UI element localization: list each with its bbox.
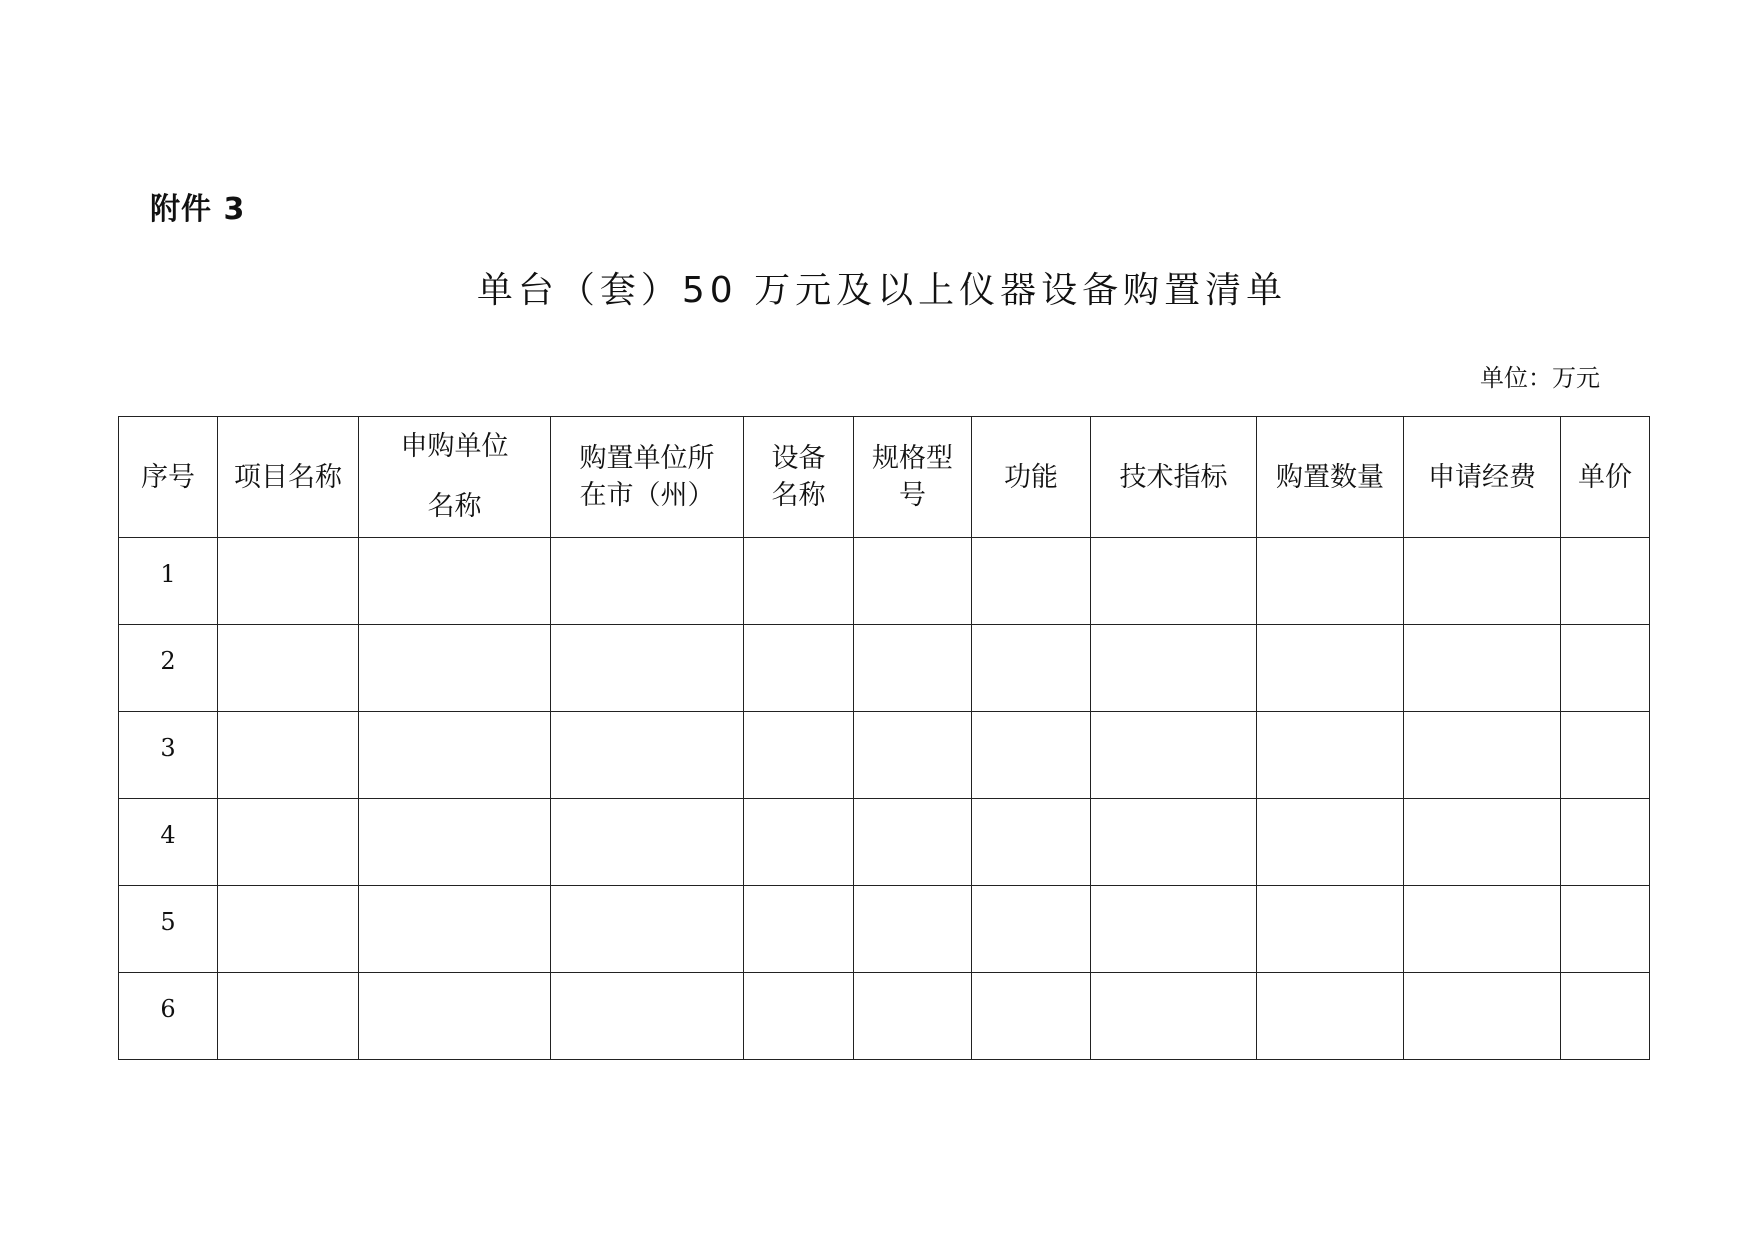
header-cell-quantity	[1257, 417, 1404, 538]
table-cell[interactable]	[1404, 538, 1561, 625]
table-cell[interactable]	[854, 538, 972, 625]
table-cell[interactable]	[359, 712, 551, 799]
header-label: 设备 名称	[771, 443, 826, 511]
table-row	[119, 538, 1650, 625]
header-label: 单价	[1578, 461, 1632, 493]
table-cell[interactable]	[1257, 973, 1404, 1060]
table-cell[interactable]	[218, 799, 359, 886]
table-cell[interactable]	[218, 538, 359, 625]
table-cell[interactable]	[1257, 625, 1404, 712]
table-cell[interactable]	[551, 712, 744, 799]
table-cell[interactable]	[1404, 712, 1561, 799]
table-cell[interactable]	[854, 799, 972, 886]
row-number-cell: 4	[119, 799, 218, 886]
header-label: 序号	[141, 461, 195, 493]
table-cell[interactable]	[551, 973, 744, 1060]
header-cell-unit-location	[551, 417, 744, 538]
header-label: 申请经费	[1428, 461, 1536, 493]
header-cell-model	[854, 417, 972, 538]
table-cell[interactable]	[972, 538, 1091, 625]
table-header-row	[119, 417, 1650, 538]
table-cell[interactable]	[1257, 886, 1404, 973]
table-cell[interactable]	[1257, 538, 1404, 625]
table-cell[interactable]	[359, 886, 551, 973]
header-cell-equipment-name	[744, 417, 854, 538]
purchase-list-table	[118, 416, 1650, 1060]
table-cell[interactable]	[1404, 886, 1561, 973]
table-cell[interactable]	[854, 625, 972, 712]
row-number-cell: 1	[119, 538, 218, 625]
table-cell[interactable]	[359, 973, 551, 1060]
table-cell[interactable]	[1091, 625, 1257, 712]
table-cell[interactable]	[854, 973, 972, 1060]
table-body	[119, 538, 1650, 1060]
table-cell[interactable]	[744, 799, 854, 886]
header-label: 购置单位所 在市（州）	[579, 443, 715, 511]
header-cell-seq	[119, 417, 218, 538]
table-cell[interactable]	[551, 538, 744, 625]
table-cell[interactable]	[1561, 973, 1650, 1060]
table-cell[interactable]	[218, 712, 359, 799]
table-cell[interactable]	[744, 625, 854, 712]
table-row	[119, 973, 1650, 1060]
table-cell[interactable]	[551, 799, 744, 886]
table-cell[interactable]	[1257, 712, 1404, 799]
header-label: 功能	[1004, 461, 1058, 493]
table-cell[interactable]	[1091, 538, 1257, 625]
header-label: 规格型 号	[872, 443, 953, 511]
table-cell[interactable]	[972, 799, 1091, 886]
table-cell[interactable]	[218, 973, 359, 1060]
table-cell[interactable]	[744, 712, 854, 799]
table-cell[interactable]	[972, 712, 1091, 799]
table-row	[119, 886, 1650, 973]
table-cell[interactable]	[744, 973, 854, 1060]
row-number-cell: 2	[119, 625, 218, 712]
table-cell[interactable]	[1561, 799, 1650, 886]
table-cell[interactable]	[1091, 799, 1257, 886]
header-label: 技术指标	[1119, 461, 1228, 493]
header-cell-function	[972, 417, 1091, 538]
header-cell-unit-price	[1561, 417, 1650, 538]
table-cell[interactable]	[1257, 799, 1404, 886]
table-cell[interactable]	[744, 538, 854, 625]
header-cell-requested-funds	[1404, 417, 1561, 538]
row-number-cell: 6	[119, 973, 218, 1060]
table-cell[interactable]	[359, 799, 551, 886]
table-cell[interactable]	[218, 625, 359, 712]
table-cell[interactable]	[1404, 799, 1561, 886]
table-cell[interactable]	[551, 886, 744, 973]
row-number-cell: 5	[119, 886, 218, 973]
table-cell[interactable]	[1561, 538, 1650, 625]
header-cell-project-name	[218, 417, 359, 538]
header-label: 申购单位 名称	[400, 431, 509, 522]
table-cell[interactable]	[1561, 625, 1650, 712]
header-label: 购置数量	[1276, 461, 1384, 493]
table-cell[interactable]	[1404, 973, 1561, 1060]
table-row	[119, 799, 1650, 886]
header-cell-tech-specs	[1091, 417, 1257, 538]
page-title: 单台（套）50 万元及以上仪器设备购置清单	[476, 270, 1288, 311]
table-cell[interactable]	[1561, 712, 1650, 799]
table-cell[interactable]	[1561, 886, 1650, 973]
table-cell[interactable]	[359, 538, 551, 625]
table-cell[interactable]	[744, 886, 854, 973]
table-cell[interactable]	[551, 625, 744, 712]
attachment-label: 附件 3	[150, 192, 246, 227]
table-row	[119, 712, 1650, 799]
table-cell[interactable]	[854, 712, 972, 799]
header-label: 项目名称	[234, 461, 342, 493]
table-cell[interactable]	[972, 973, 1091, 1060]
table-row	[119, 625, 1650, 712]
table-cell[interactable]	[218, 886, 359, 973]
table-cell[interactable]	[359, 625, 551, 712]
table-cell[interactable]	[972, 886, 1091, 973]
header-cell-applicant-unit	[359, 417, 551, 538]
row-number-cell: 3	[119, 712, 218, 799]
table-cell[interactable]	[854, 886, 972, 973]
table-cell[interactable]	[1404, 625, 1561, 712]
unit-note: 单位：万元	[1480, 364, 1600, 392]
table-cell[interactable]	[1091, 886, 1257, 973]
table-cell[interactable]	[972, 625, 1091, 712]
table-cell[interactable]	[1091, 712, 1257, 799]
table-cell[interactable]	[1091, 973, 1257, 1060]
